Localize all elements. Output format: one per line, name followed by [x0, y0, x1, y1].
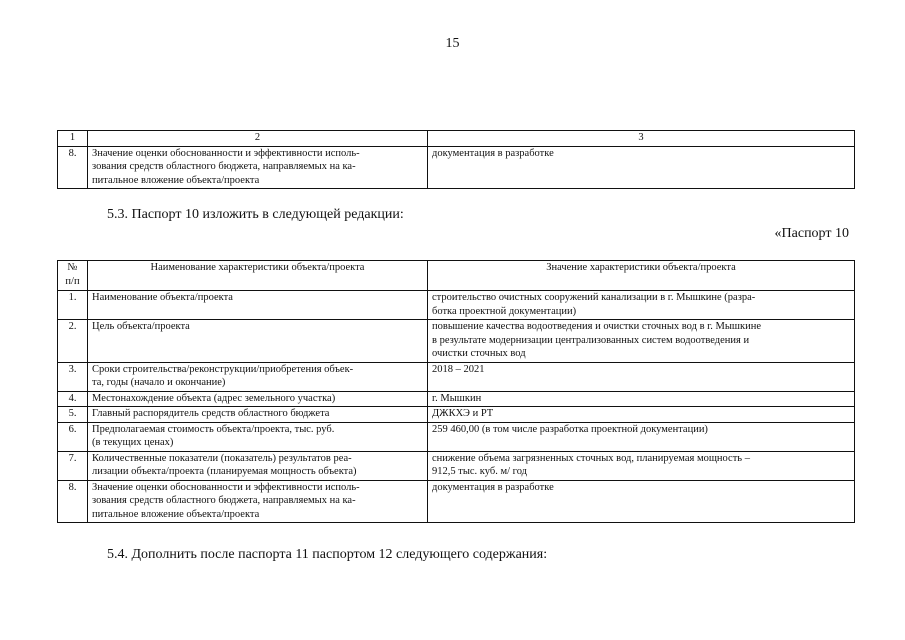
table-row: [58, 146, 855, 189]
row-name-line: та, годы (начало и окончание): [92, 377, 226, 388]
passport-rows: [58, 291, 855, 523]
row-name-line: (в текущих ценах): [92, 437, 174, 448]
header-name: Наименование характеристики объекта/проекта: [88, 261, 428, 291]
row-value: [428, 422, 855, 451]
row-number: 1.: [58, 291, 88, 320]
row-name: [88, 362, 428, 391]
continuation-table: [57, 130, 855, 189]
row-name-line: Цель объекта/проекта: [92, 321, 190, 332]
row-value-line: документация в разработке: [432, 481, 554, 493]
row-value-line: очистки сточных вод: [432, 348, 526, 359]
row-name: [88, 320, 428, 363]
row-value: [428, 451, 855, 480]
row-name: [88, 146, 428, 189]
row-name-line: Предполагаемая стоимость объекта/проекта, тыс. руб.: [92, 423, 335, 435]
table-header-row: [58, 261, 855, 291]
table-header-row: [58, 131, 855, 147]
row-number: 8.: [58, 146, 88, 189]
row-number: 3.: [58, 362, 88, 391]
row-value: [428, 407, 855, 423]
column-number-3: 3: [428, 131, 855, 147]
row-number: 8.: [58, 480, 88, 523]
row-name-line: Главный распорядитель средств областного бюджета: [92, 408, 330, 419]
row-name: [88, 291, 428, 320]
row-name: [88, 407, 428, 423]
row-name-line: Наименование объекта/проекта: [92, 292, 233, 303]
section-5-3-heading: 5.3. Паспорт 10 изложить в следующей редакции:: [107, 207, 404, 222]
table-row: [58, 362, 855, 391]
row-number: 2.: [58, 320, 88, 363]
row-name-line: питальное вложение объекта/проекта: [92, 174, 260, 186]
row-name: [88, 422, 428, 451]
row-value-line: ДЖКХЭ и РТ: [432, 408, 494, 419]
row-name-line: зования средств областного бюджета, направляемых на ка-: [92, 161, 356, 172]
passport-10-table: [57, 260, 855, 523]
row-name: [88, 480, 428, 523]
row-name-line: зования средств областного бюджета, направляемых на ка-: [92, 495, 356, 506]
row-name-line: Значение оценки обоснованности и эффективности исполь-: [92, 147, 360, 159]
row-name-line: питальное вложение объекта/проекта: [92, 508, 260, 520]
row-value: [428, 362, 855, 391]
row-value-line: строительство очистных сооружений канализации в г. Мышкине (разра-: [432, 292, 756, 303]
column-number-2: 2: [88, 131, 428, 147]
row-value-line: 259 460,00 (в том числе разработка проектной документации): [432, 423, 708, 435]
table-row: [58, 291, 855, 320]
header-value: Значение характеристики объекта/проекта: [428, 261, 855, 291]
row-value: [428, 320, 855, 363]
row-name: [88, 451, 428, 480]
page-number: 15: [445, 36, 460, 51]
passport-10-label: «Паспорт 10: [774, 226, 849, 241]
row-name-line: лизации объекта/проекта (планируемая мощность объекта): [92, 466, 357, 477]
table-row: [58, 451, 855, 480]
row-value-line: г. Мышкин: [432, 392, 482, 404]
row-value: документация в разработке: [428, 146, 855, 189]
row-value: [428, 291, 855, 320]
row-number: 5.: [58, 407, 88, 423]
row-number: 6.: [58, 422, 88, 451]
row-number: 7.: [58, 451, 88, 480]
table-row: [58, 422, 855, 451]
column-number-1: 1: [58, 131, 88, 147]
row-name-line: Сроки строительства/реконструкции/приобретения объек-: [92, 363, 354, 375]
row-name-line: Количественные показатели (показатель) результатов реа-: [92, 452, 352, 464]
row-value-line: повышение качества водоотведения и очистки сточных вод в г. Мышкине: [432, 321, 761, 332]
row-value-line: снижение объема загрязненных сточных вод, планируемая мощность –: [432, 452, 750, 464]
row-name: [88, 391, 428, 407]
row-name-line: Местонахождение объекта (адрес земельного участка): [92, 392, 336, 404]
row-value: [428, 480, 855, 523]
table-row: [58, 391, 855, 407]
row-value: [428, 391, 855, 407]
row-name-line: Значение оценки обоснованности и эффективности исполь-: [92, 481, 360, 493]
row-value-line: 912,5 тыс. куб. м/ год: [432, 466, 527, 477]
table-row: [58, 320, 855, 363]
header-number: [58, 261, 88, 291]
row-value-line: ботка проектной документации): [432, 305, 577, 317]
table-row: [58, 407, 855, 423]
row-number: 4.: [58, 391, 88, 407]
section-5-4-heading: 5.4. Дополнить после паспорта 11 паспортом 12 следующего содержания:: [107, 547, 548, 562]
header-number-line: п/п: [65, 275, 80, 287]
row-value-line: 2018 – 2021: [432, 363, 485, 375]
row-value-line: в результате модернизации централизованных систем водоотведения и: [432, 334, 750, 346]
header-number-line: №: [67, 262, 78, 273]
table-row: [58, 480, 855, 523]
